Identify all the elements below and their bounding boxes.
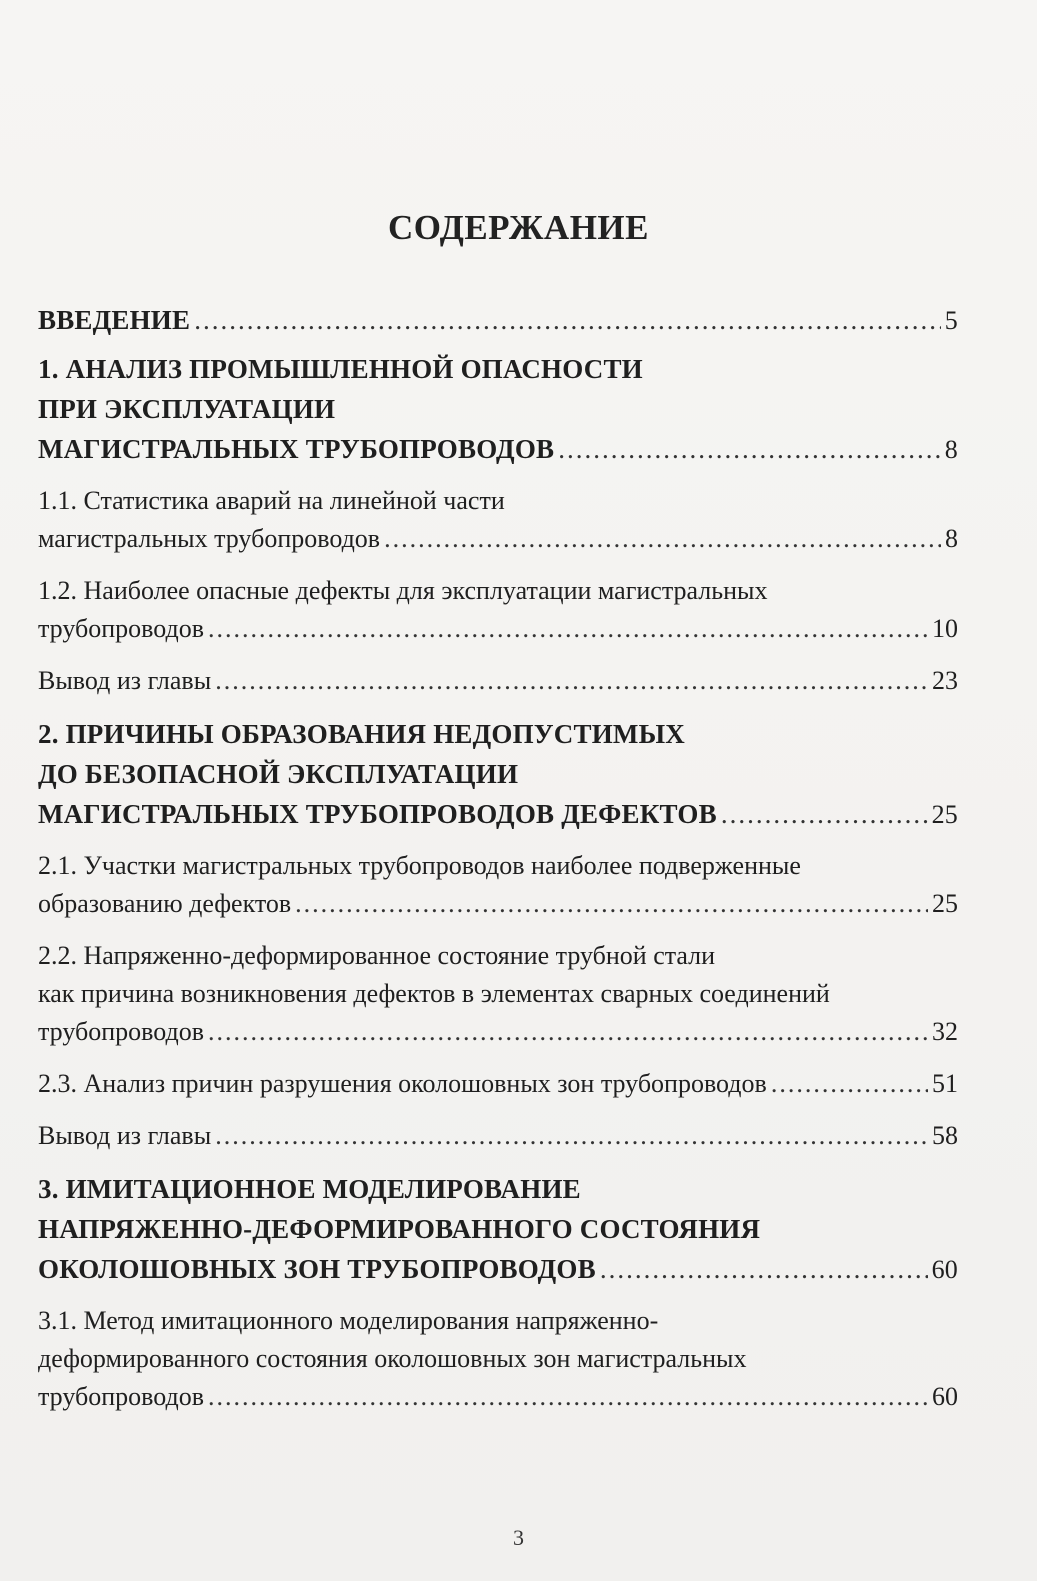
toc-page-number: 8 bbox=[945, 524, 958, 553]
toc-entry-conclusion-1[interactable] bbox=[38, 662, 958, 700]
table-of-contents bbox=[38, 300, 958, 1430]
toc-entry-title-line: деформированного состояния околошовных зон магистральных bbox=[38, 1344, 747, 1373]
dot-leader bbox=[384, 520, 941, 558]
toc-entry-title-line: 1.2. Наиболее опасные дефекты для эксплуатации магистральных bbox=[38, 576, 768, 605]
toc-entry-title-line: 3.1. Метод имитационного моделирования напряженно- bbox=[38, 1306, 659, 1335]
toc-entry-section-1-2[interactable] bbox=[38, 572, 958, 648]
dot-leader bbox=[215, 1117, 928, 1155]
dot-leader bbox=[208, 1378, 928, 1416]
page-number: 3 bbox=[513, 1525, 524, 1550]
toc-entry-conclusion-2[interactable] bbox=[38, 1117, 958, 1155]
toc-entry-title-line: ДО БЕЗОПАСНОЙ ЭКСПЛУАТАЦИИ bbox=[38, 759, 519, 789]
toc-entry-title: ВВЕДЕНИЕ bbox=[38, 305, 191, 335]
dot-leader bbox=[558, 429, 941, 469]
toc-entry-title-line: образованию дефектов bbox=[38, 889, 292, 918]
toc-entry-section-2-3[interactable] bbox=[38, 1065, 958, 1103]
toc-entry-section-3-1[interactable] bbox=[38, 1302, 958, 1416]
toc-entry-title-line: 2.2. Напряженно-деформированное состояние трубной стали bbox=[38, 941, 716, 970]
page-title: СОДЕРЖАНИЕ bbox=[387, 208, 649, 247]
toc-page-number: 32 bbox=[932, 1017, 958, 1046]
toc-entry-title-line: МАГИСТРАЛЬНЫХ ТРУБОПРОВОДОВ bbox=[38, 434, 555, 464]
dot-leader bbox=[600, 1249, 928, 1289]
toc-entry-title-line: 2.1. Участки магистральных трубопроводов наиболее подверженные bbox=[38, 851, 801, 880]
toc-page-number: 10 bbox=[932, 614, 958, 643]
toc-page-number: 23 bbox=[932, 666, 958, 695]
toc-entry-title-line: 1. АНАЛИЗ ПРОМЫШЛЕННОЙ ОПАСНОСТИ bbox=[38, 354, 643, 384]
toc-page-number: 58 bbox=[932, 1121, 958, 1150]
toc-entry-section-2-2[interactable] bbox=[38, 937, 958, 1051]
dot-leader bbox=[215, 662, 928, 700]
toc-entry-chapter-3[interactable] bbox=[38, 1169, 958, 1290]
toc-entry-title-line: трубопроводов bbox=[38, 1017, 204, 1046]
toc-entry-section-1-1[interactable] bbox=[38, 482, 958, 558]
toc-entry-title-line: ОКОЛОШОВНЫХ ЗОН ТРУБОПРОВОДОВ bbox=[38, 1254, 596, 1284]
toc-entry-title: Вывод из главы bbox=[38, 1121, 212, 1150]
dot-leader bbox=[771, 1065, 928, 1103]
toc-page-number: 60 bbox=[932, 1382, 958, 1411]
toc-page-number: 60 bbox=[931, 1255, 958, 1284]
toc-entry-title-line: как причина возникновения дефектов в элементах сварных соединений bbox=[38, 979, 830, 1008]
toc-entry-chapter-1[interactable] bbox=[38, 349, 958, 470]
toc-entry-introduction[interactable] bbox=[38, 300, 958, 341]
toc-entry-chapter-2[interactable] bbox=[38, 714, 958, 835]
toc-entry-title-line: 2. ПРИЧИНЫ ОБРАЗОВАНИЯ НЕДОПУСТИМЫХ bbox=[38, 719, 686, 749]
toc-entry-section-2-1[interactable] bbox=[38, 847, 958, 923]
dot-leader bbox=[208, 610, 928, 648]
toc-page-number: 5 bbox=[944, 306, 958, 335]
toc-entry-title-line: трубопроводов bbox=[38, 1382, 204, 1411]
toc-entry-title-line: МАГИСТРАЛЬНЫХ ТРУБОПРОВОДОВ ДЕФЕКТОВ bbox=[38, 799, 717, 829]
toc-entry-title-line: магистральных трубопроводов bbox=[38, 524, 381, 553]
dot-leader bbox=[721, 794, 928, 834]
toc-page-number: 25 bbox=[932, 889, 958, 918]
dot-leader bbox=[194, 300, 941, 340]
dot-leader bbox=[208, 1013, 928, 1051]
toc-entry-title-line: ПРИ ЭКСПЛУАТАЦИИ bbox=[38, 394, 336, 424]
toc-entry-title-line: 1.1. Статистика аварий на линейной части bbox=[38, 486, 505, 515]
toc-page-number: 8 bbox=[944, 435, 958, 464]
toc-entry-title-line: трубопроводов bbox=[38, 614, 204, 643]
toc-page-number: 51 bbox=[932, 1069, 958, 1098]
toc-entry-title: 2.3. Анализ причин разрушения околошовных зон трубопроводов bbox=[38, 1069, 767, 1098]
toc-entry-title-line: НАПРЯЖЕННО-ДЕФОРМИРОВАННОГО СОСТОЯНИЯ bbox=[38, 1214, 761, 1244]
dot-leader bbox=[295, 885, 928, 923]
toc-entry-title-line: 3. ИМИТАЦИОННОЕ МОДЕЛИРОВАНИЕ bbox=[38, 1174, 581, 1204]
toc-page-number: 25 bbox=[931, 800, 958, 829]
toc-entry-title: Вывод из главы bbox=[38, 666, 212, 695]
